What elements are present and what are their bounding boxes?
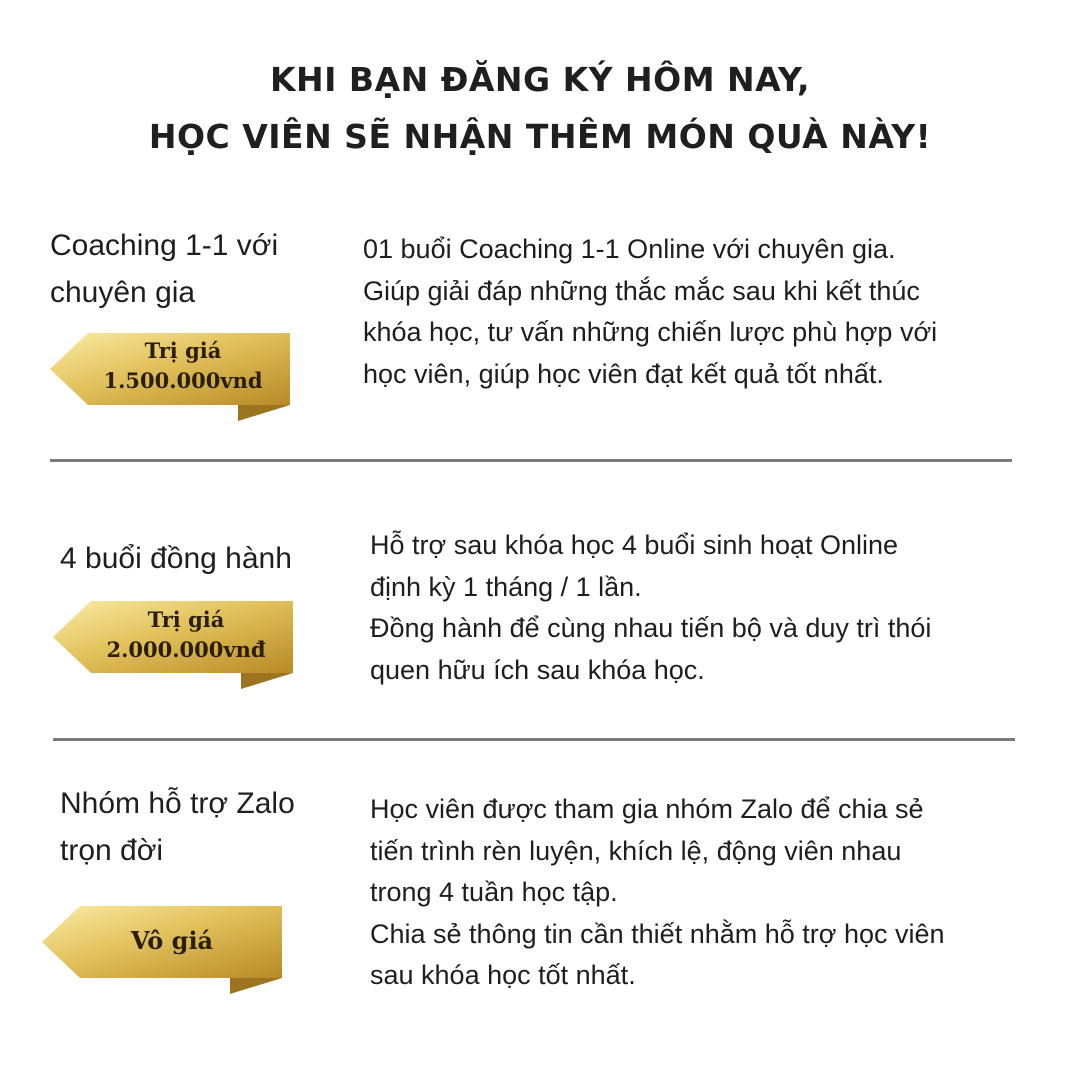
- description-line: học viên, giúp học viên đạt kết quả tốt nhất.: [363, 358, 884, 389]
- badge-label: Trị giá: [144, 338, 222, 363]
- description-line: Hỗ trợ sau khóa học 4 buổi sinh hoạt Online: [370, 530, 899, 560]
- description-line: quen hữu ích sau khóa học.: [370, 654, 705, 685]
- description-line: 01 buổi Coaching 1-1 Online với chuyên gia.: [363, 234, 896, 264]
- offer-description-companion: [370, 525, 931, 691]
- description-line: khóa học, tư vấn những chiến lược phù hợp với: [363, 317, 938, 347]
- badge-value: Vô giá: [130, 926, 214, 955]
- description-line: trong 4 tuần học tập.: [370, 877, 618, 907]
- description-line: định kỳ 1 tháng / 1 lần.: [370, 571, 642, 602]
- badge-value: 1.500.000vnd: [103, 368, 263, 393]
- section-divider: [53, 738, 1015, 741]
- offer-title-companion: 4 buổi đồng hành: [60, 542, 292, 575]
- description-line: sau khóa học tốt nhất.: [370, 960, 636, 990]
- price-badge-coaching: [50, 333, 290, 421]
- headline-line-1: KHI BẠN ĐĂNG KÝ HÔM NAY,: [269, 60, 811, 99]
- offer-description-zalo-group: [370, 789, 945, 997]
- offer-title-coaching: Coaching 1-1 với chuyên gia: [50, 229, 279, 309]
- description-line: Học viên được tham gia nhóm Zalo để chia sẻ: [370, 794, 924, 824]
- description-line: Đồng hành để cùng nhau tiến bộ và duy trì thói: [370, 613, 932, 643]
- description-line: Giúp giải đáp những thắc mắc sau khi kết thúc: [363, 275, 920, 306]
- section-divider: [50, 459, 1012, 462]
- headline-line-2: HỌC VIÊN SẼ NHẬN THÊM MÓN QUÀ NÀY!: [148, 117, 932, 156]
- offer-description-coaching: [363, 229, 937, 395]
- price-badge-zalo-group: [42, 906, 282, 994]
- description-line: Chia sẻ thông tin cần thiết nhằm hỗ trợ học viên: [370, 918, 945, 949]
- offer-title-zalo-group: Nhóm hỗ trợ Zalo trọn đời: [60, 787, 295, 867]
- badge-label: Trị giá: [147, 607, 225, 632]
- badge-value: 2.000.000vnđ: [106, 637, 266, 662]
- price-badge-companion: [53, 601, 293, 689]
- description-line: tiến trình rèn luyện, khích lệ, động viên nhau: [370, 835, 902, 866]
